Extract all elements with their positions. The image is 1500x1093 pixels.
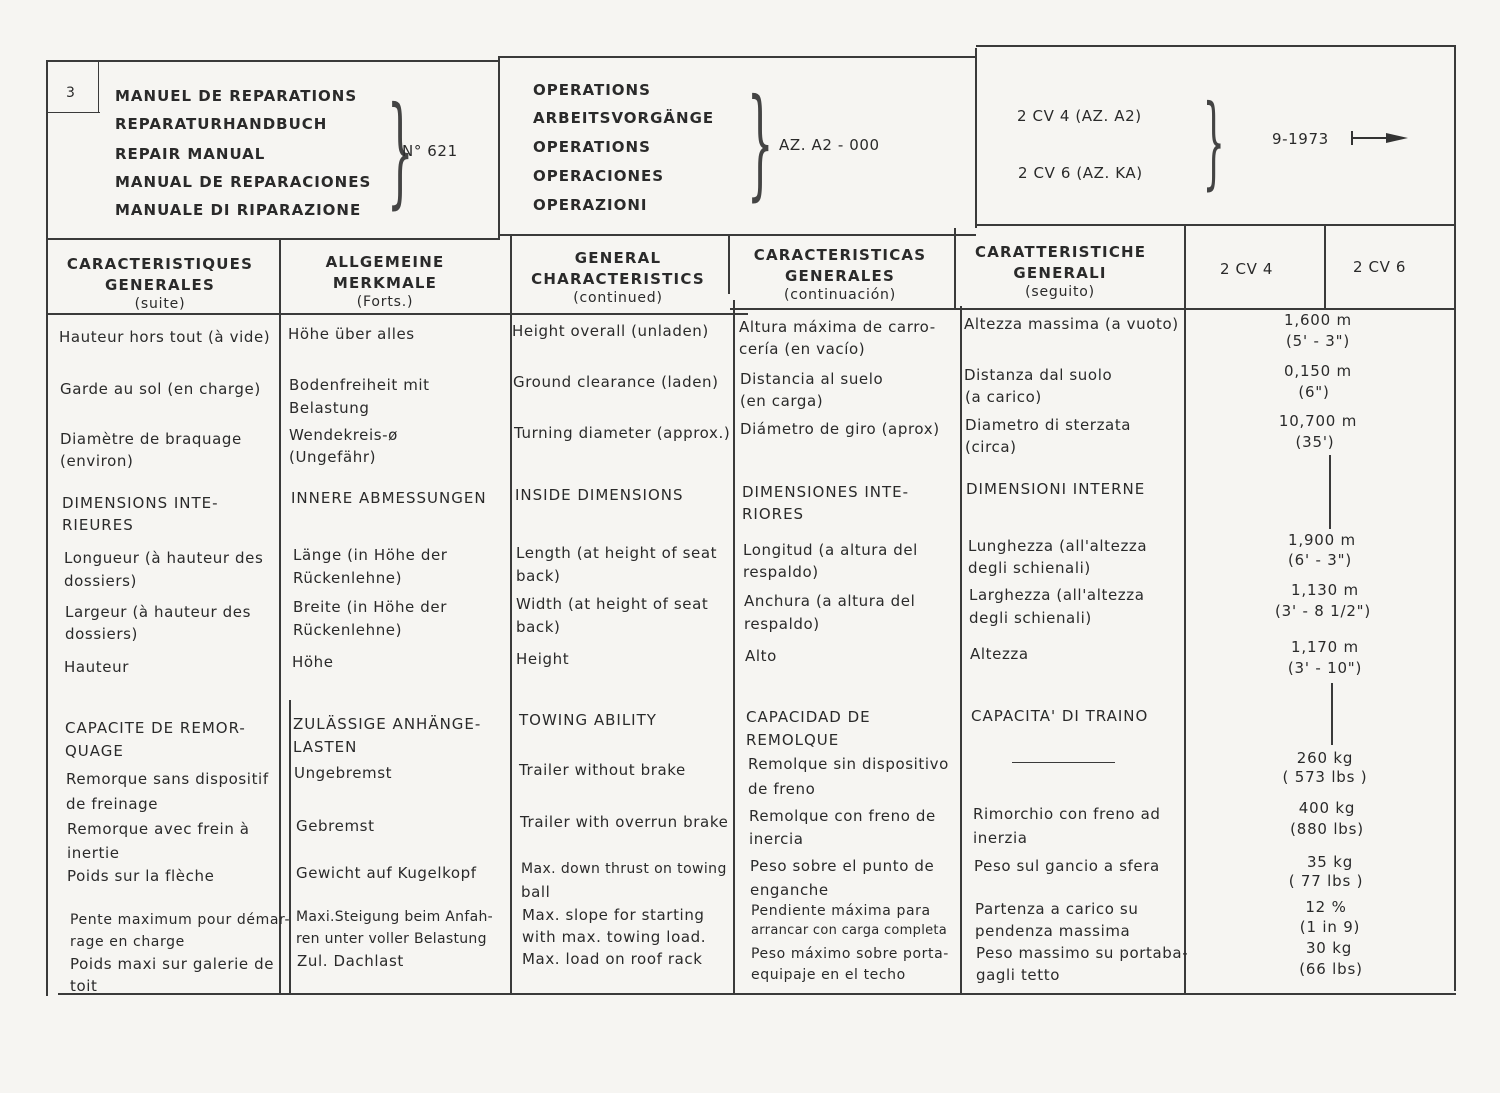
cell-fr: Hauteur hors tout (à vide) [59,328,271,346]
cell-en: back) [516,618,561,636]
brace-icon: } [386,82,414,221]
column-subtitle: (suite) [134,296,186,312]
cell-it: Distanza dal suolo [964,366,1113,384]
section-heading: ZULÄSSIGE ANHÄNGE- [293,715,482,733]
manual-number: N° 621 [402,142,458,160]
cell-de: Maxi.Steigung beim Anfah- [296,909,493,925]
value-cell: 0,150 m [1284,362,1352,380]
cell-es: de freno [748,780,816,798]
cell-fr: dossiers) [64,572,137,590]
cell-en: Max. slope for starting [522,906,705,924]
cell-es: (en carga) [740,392,824,410]
cell-es: Peso sobre el punto de [750,857,935,875]
issue-date: 9-1973 [1272,130,1329,148]
column-title: ALLGEMEINE MERKMALE [325,253,445,292]
cell-es: cería (en vacío) [739,340,866,358]
column-title: CARATTERISTICHE GENERALI [975,243,1147,282]
cell-de: ren unter voller Belastung [296,931,487,947]
cell-fr: (environ) [60,452,134,470]
cell-es: Pendiente máxima para [751,903,931,919]
cell-es: enganche [750,881,829,899]
section-heading: INNERE ABMESSUNGEN [291,489,487,507]
cell-es: Diámetro de giro (aprox) [740,420,940,438]
section-heading: CAPACITA' DI TRAINO [971,707,1149,725]
value-cell: (3' - 8 1/2") [1274,602,1372,620]
value-cell: (6' - 3") [1288,551,1352,569]
cell-it: Altezza [970,645,1029,663]
cell-fr: Poids maxi sur galerie de [70,955,275,973]
column-title: CARACTERISTIQUES GENERALES [66,255,254,294]
cell-es: Alto [745,647,777,665]
column-title: CARACTERISTICAS GENERALES [753,246,927,285]
section-heading: DIMENSIONI INTERNE [966,480,1146,498]
value-cell: 35 kg [1306,853,1354,871]
column-subtitle: (seguito) [1025,284,1095,300]
cell-es: Remolque con freno de [749,807,936,825]
value-cell: (66 lbs) [1299,960,1363,978]
cell-fr: Largeur (à hauteur des [65,603,251,621]
column-subtitle: (continuación) [784,287,896,303]
section-heading: QUAGE [65,742,124,760]
column-header-it [975,242,1145,301]
cell-es: inercia [749,830,804,848]
cell-en: Trailer without brake [519,761,686,779]
column-subtitle: (continued) [573,290,663,306]
cell-en: ball [521,883,551,901]
brace-icon: } [746,74,774,213]
value-cell: 1,170 m [1291,638,1359,656]
cell-fr: rage en charge [70,934,185,950]
value-cell: (35') [1295,433,1335,451]
cell-it: Peso sul gancio a sfera [974,857,1160,875]
section-heading: TOWING ABILITY [519,711,657,729]
cell-en: Turning diameter (approx.) [514,424,731,442]
cell-es: Anchura (a altura del [744,592,916,610]
column-title: GENERAL CHARACTERISTICS [531,249,705,288]
value-cell: 10,700 m [1278,412,1358,430]
page-number: 3 [66,85,76,101]
cell-it: Rimorchio con freno ad [973,805,1161,823]
cell-it: Peso massimo su portaba- [976,944,1189,962]
manual-title-de: REPARATURHANDBUCH [115,115,328,133]
section-heading: RIEURES [62,516,134,534]
value-cell: 12 % [1305,898,1347,916]
column-header-fr [60,254,260,313]
value-cell: (880 lbs) [1290,820,1364,838]
section-heading: CAPACIDAD DE [746,708,871,726]
value-cell: ( 573 lbs ) [1282,768,1368,786]
manual-title-fr: MANUEL DE REPARATIONS [115,87,358,105]
cell-de: Belastung [289,399,370,417]
column-header-2cv6: 2 CV 6 [1353,258,1406,276]
cell-fr: Poids sur la flèche [67,867,215,885]
value-cell: (1 in 9) [1299,918,1361,936]
cell-de: Höhe [292,653,334,671]
cell-de: Höhe über alles [288,325,415,343]
cell-it: gagli tetto [976,966,1060,984]
cell-fr: Pente maximum pour démar- [70,912,291,928]
cell-es: Distancia al suelo [740,370,884,388]
cell-it: Partenza a carico su [975,900,1139,918]
section-heading: INSIDE DIMENSIONS [515,486,684,504]
cell-en: Height overall (unladen) [512,322,709,340]
cell-en: Length (at height of seat [516,544,718,562]
cell-fr: toit [70,977,98,995]
brace-icon: } [1202,83,1225,200]
cell-it: degli schienali) [969,609,1092,627]
section-heading: RIORES [742,505,805,523]
operations-title-it: OPERAZIONI [533,196,648,214]
column-header-2cv4: 2 CV 4 [1220,260,1273,278]
column-header-es [745,245,935,304]
section-heading: REMOLQUE [746,731,840,749]
cell-en: Max. load on roof rack [522,950,703,968]
cell-en: Trailer with overrun brake [520,813,729,831]
cell-es: Peso máximo sobre porta- [751,946,949,962]
cell-de: Breite (in Höhe der [293,598,447,616]
value-cell: ( 77 lbs ) [1288,872,1364,890]
column-header-en [528,248,708,307]
cell-it: Lunghezza (all'altezza [968,537,1148,555]
cell-es: Remolque sin dispositivo [748,755,949,773]
cell-de: Wendekreis-ø [289,426,398,444]
model-2cv6: 2 CV 6 (AZ. KA) [1018,164,1143,182]
operations-title-de: ARBEITSVORGÄNGE [533,109,715,127]
cell-es: Altura máxima de carro- [739,318,936,336]
right-arrow-icon [1350,128,1410,148]
cell-fr: dossiers) [65,625,138,643]
cell-it: Larghezza (all'altezza [969,586,1145,604]
value-cell: 1,900 m [1288,531,1356,549]
cell-de: Rückenlehne) [293,569,403,587]
cell-de: Ungebremst [294,764,393,782]
cell-en: with max. towing load. [522,928,707,946]
cell-en: Height [516,650,570,668]
value-cell: 1,130 m [1291,581,1359,599]
value-cell: 30 kg [1305,939,1353,957]
value-cell: (5' - 3") [1286,332,1350,350]
cell-de: Rückenlehne) [293,621,403,639]
cell-en: Width (at height of seat [516,595,709,613]
cell-it: degli schienali) [968,559,1091,577]
manual-title-es: MANUAL DE REPARACIONES [115,173,372,191]
cell-it: inerzia [973,829,1028,847]
cell-en: back) [516,567,561,585]
value-cell: (3' - 10") [1287,659,1363,677]
value-cell: 1,600 m [1284,311,1352,329]
cell-it: Diametro di sterzata [965,416,1132,434]
value-cell: 260 kg [1296,749,1354,767]
operations-title-fr: OPERATIONS [533,81,651,99]
cell-fr: Garde au sol (en charge) [60,380,261,398]
cell-it: (circa) [965,438,1017,456]
cell-fr: Hauteur [64,658,129,676]
column-header-de [310,252,460,311]
manual-title-en: REPAIR MANUAL [115,145,266,163]
cell-de: Gebremst [296,817,375,835]
cell-fr: Longueur (à hauteur des [64,549,264,567]
value-cell: (6") [1298,383,1330,401]
cell-de: Gewicht auf Kugelkopf [296,864,477,882]
cell-fr: de freinage [66,795,159,813]
cell-es: respaldo) [743,563,819,581]
cell-fr: inertie [67,844,120,862]
column-subtitle: (Forts.) [356,294,414,310]
cell-en: Ground clearance (laden) [513,373,719,391]
section-heading: DIMENSIONES INTE- [742,483,910,501]
operation-code: AZ. A2 - 000 [779,136,880,154]
cell-it: (a carico) [965,388,1042,406]
section-heading: LASTEN [293,738,358,756]
manual-title-it: MANUALE DI RIPARAZIONE [115,201,362,219]
cell-de: Länge (in Höhe der [293,546,448,564]
cell-es: respaldo) [744,615,820,633]
cell-de: Bodenfreiheit mit [289,376,430,394]
cell-fr: Remorque avec frein à [67,820,250,838]
cell-es: equipaje en el techo [751,967,906,983]
section-heading: DIMENSIONS INTE- [62,494,219,512]
cell-es: arrancar con carga completa [751,923,948,938]
cell-it: pendenza massima [975,922,1131,940]
cell-de: Zul. Dachlast [297,952,404,970]
cell-fr: Remorque sans dispositif [66,770,269,788]
section-heading: CAPACITE DE REMOR- [65,719,246,737]
cell-de: (Ungefähr) [289,448,377,466]
operations-title-en: OPERATIONS [533,138,651,156]
model-2cv4: 2 CV 4 (AZ. A2) [1017,107,1142,125]
cell-fr: Diamètre de braquage [60,430,242,448]
operations-title-es: OPERACIONES [533,167,665,185]
value-cell: 400 kg [1298,799,1356,817]
cell-it: Altezza massima (a vuoto) [964,315,1179,333]
cell-en: Max. down thrust on towing [521,861,727,877]
cell-es: Longitud (a altura del [743,541,918,559]
